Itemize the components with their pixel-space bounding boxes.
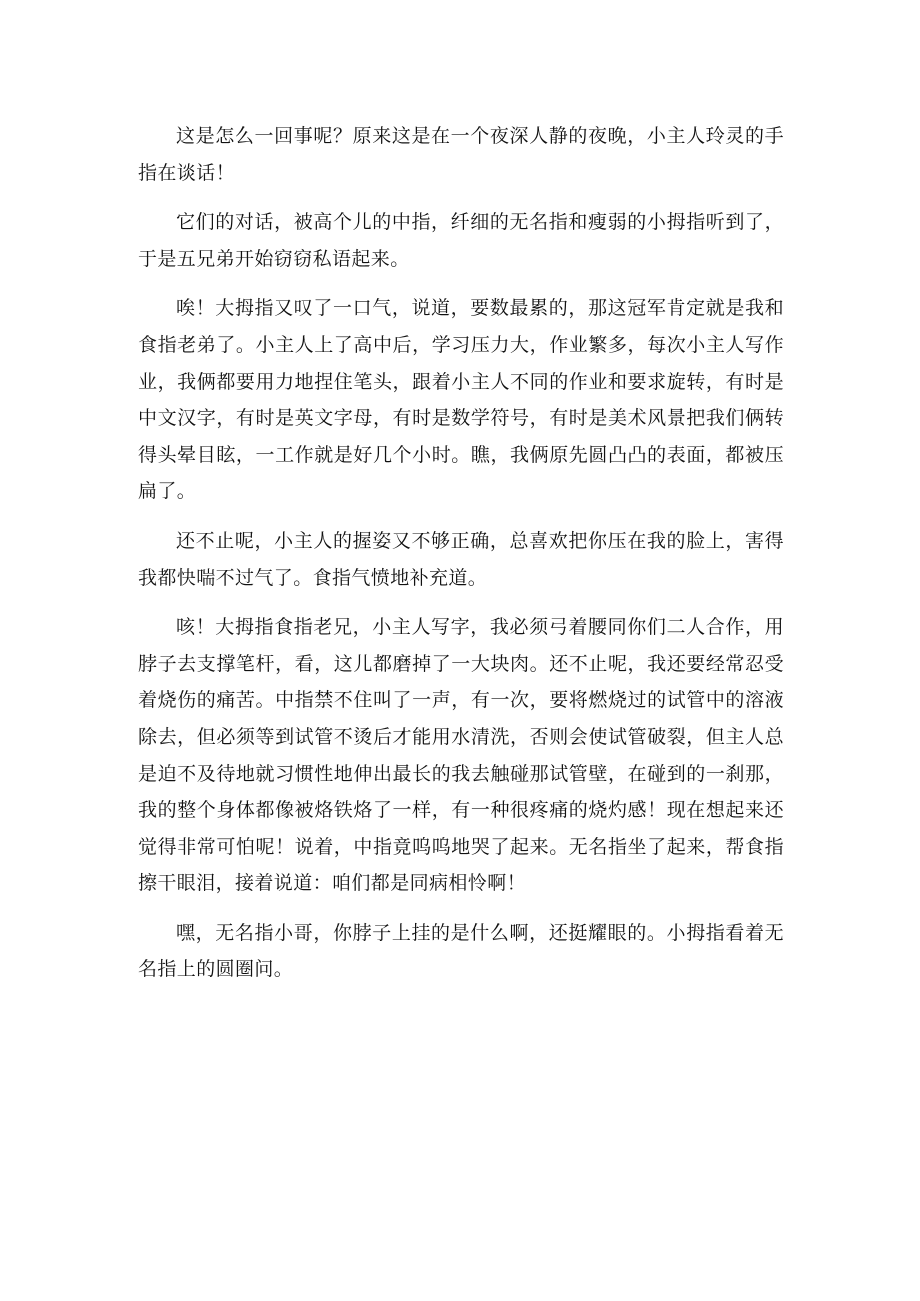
- paragraph: 咳！大拇指食指老兄，小主人写字，我必须弓着腰同你们二人合作，用脖子去支撑笔杆，看，这儿都磨掉了一大块肉。还不止呢，我还要经常忍受着烧伤的痛苦。中指禁不住叫了一声，有一次，要将燃烧过的试管中的溶液除去，但必须等到试管不烫后才能用水清洗，否则会使试管破裂，但主人总是迫不及待地就习惯性地伸出最长的我去触碰那试管壁，在碰到的一刹那，我的整个身体都像被烙铁烙了一样，有一种很疼痛的烧灼感！现在想起来还觉得非常可怕呢！说着，中指竟呜呜地哭了起来。无名指坐了起来，帮食指擦干眼泪，接着说道：咱们都是同病相怜啊！: [138, 616, 784, 895]
- paragraph: 还不止呢，小主人的握姿又不够正确，总喜欢把你压在我的脸上，害得我都快喘不过气了。食指气愤地补充道。: [138, 529, 784, 589]
- paragraph: 唉！大拇指又叹了一口气，说道，要数最累的，那这冠军肯定就是我和食指老弟了。小主人上了高中后，学习压力大，作业繁多，每次小主人写作业，我俩都要用力地捏住笔头，跟着小主人不同的作业和要求旋转，有时是中文汉字，有时是英文字母，有时是数学符号，有时是美术风景把我们俩转得头晕目眩，一工作就是好几个小时。瞧，我俩原先圆凸凸的表面，都被压扁了。: [138, 297, 784, 503]
- document-body: [138, 118, 784, 1001]
- paragraph: 这是怎么一回事呢？原来这是在一个夜深人静的夜晚，小主人玲灵的手指在谈话！: [138, 125, 784, 184]
- paragraph: 嘿，无名指小哥，你脖子上挂的是什么啊，还挺耀眼的。小拇指看着无名指上的圆圈问。: [138, 921, 784, 981]
- paragraph: 它们的对话，被高个儿的中指，纤细的无名指和瘦弱的小拇指听到了，于是五兄弟开始窃窃私语起来。: [138, 211, 784, 270]
